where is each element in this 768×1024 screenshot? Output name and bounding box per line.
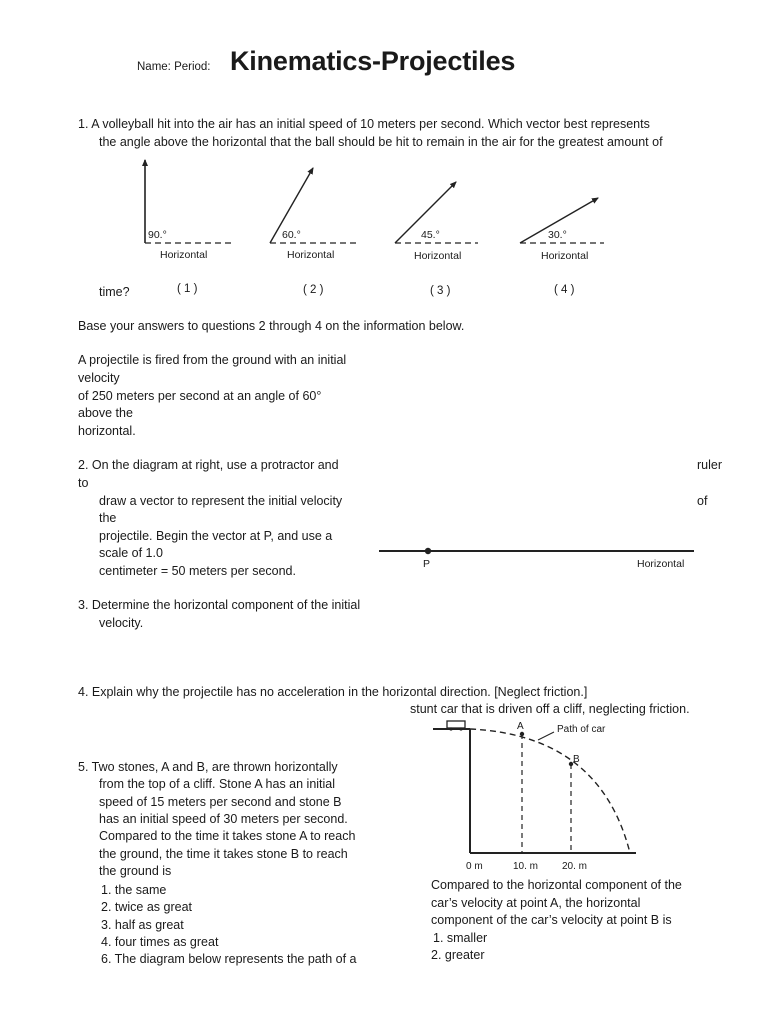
option-number-2: ( 2 ) [303, 284, 324, 296]
q2-of-word: of [697, 494, 708, 508]
q2-line3: projectile. Begin the vector at P, and use a [99, 529, 333, 543]
q1-time-text: time? [99, 285, 130, 299]
info-line-3: of 250 meters per second at an angle of 60° [78, 389, 322, 403]
tick-label-20m: 20. m [562, 861, 588, 872]
info-line-1: A projectile is fired from the ground with an initial [78, 353, 347, 367]
angle-label-60: 60.° [282, 229, 301, 241]
q6-choice-1: 1. smaller [433, 931, 488, 945]
horizontal-label-1: Horizontal [160, 249, 208, 261]
q2-ruler-word: ruler [697, 458, 723, 472]
info-line-4: above the [78, 406, 133, 420]
q3-line2: velocity. [99, 616, 144, 630]
q2-line5: centimeter = 50 meters per second. [99, 564, 296, 578]
intro-text: Base your answers to questions 2 through 4 on the information below. [78, 319, 465, 333]
q1-text-line2: the angle above the horizontal that the ball should be hit to remain in the air for the greatest amount of [99, 135, 663, 149]
point-p-label: P [423, 558, 431, 570]
tick-label-0m: 0 m [466, 861, 483, 872]
q5-line5: Compared to the time it takes stone A to reach [99, 829, 356, 843]
q5-line1: 5. Two stones, A and B, are thrown horizontally [78, 760, 338, 774]
q2-line4: scale of 1.0 [99, 546, 163, 560]
q5-line6: the ground, the time it takes stone B to reach [99, 847, 348, 861]
option-number-4: ( 4 ) [554, 284, 575, 296]
point-b-label: B [573, 754, 580, 765]
q2-to-word: to [78, 476, 89, 490]
q2-the-word: the [99, 511, 117, 525]
page-title: Kinematics-Projectiles [230, 46, 516, 76]
q5-choice-1: 1. the same [101, 883, 167, 897]
name-period-label: Name: Period: [137, 61, 211, 73]
q5-choice-4: 4. four times as great [101, 935, 219, 949]
q2-line2: draw a vector to represent the initial velocity [99, 494, 343, 508]
q6-line3: component of the car’s velocity at point B is [431, 913, 672, 927]
q5-choice-2: 2. twice as great [101, 900, 193, 914]
q5-line7: the ground is [99, 864, 172, 878]
horizontal-label-4: Horizontal [541, 250, 589, 262]
q6-choice-2: 2. greater [431, 948, 485, 962]
option-number-3: ( 3 ) [430, 285, 451, 297]
q1-text-line1: 1. A volleyball hit into the air has an initial speed of 10 meters per second. Which vector best represents [78, 117, 650, 131]
point-a-label: A [517, 721, 524, 732]
car-icon [447, 721, 465, 728]
q6-start-text: 6. The diagram below represents the path of a [101, 952, 357, 966]
q3-line1: 3. Determine the horizontal component of the initial [78, 598, 361, 612]
horizontal-label-2: Horizontal [287, 249, 335, 261]
q2-line1: 2. On the diagram at right, use a protractor and [78, 458, 339, 472]
q4-line2: stunt car that is driven off a cliff, neglecting friction. [410, 702, 690, 716]
path-label-leader [538, 732, 554, 740]
q5-line4: has an initial speed of 30 meters per second. [99, 812, 348, 826]
tick-label-10m: 10. m [513, 861, 539, 872]
q6-line2: car’s velocity at point A, the horizontal [431, 896, 641, 910]
info-line-2: velocity [78, 371, 120, 385]
q5-line3: speed of 15 meters per second and stone B [99, 795, 342, 809]
q6-line1: Compared to the horizontal component of the [431, 878, 682, 892]
info-line-5: horizontal. [78, 424, 136, 438]
path-of-car-label: Path of car [557, 724, 606, 735]
horizontal-axis-label: Horizontal [637, 558, 685, 570]
q5-choice-3: 3. half as great [101, 918, 184, 932]
car-path-curve [470, 729, 630, 853]
option-number-1: ( 1 ) [177, 283, 198, 295]
car-wheel-icon [449, 727, 452, 730]
angle-label-30: 30.° [548, 229, 567, 241]
car-wheel-icon [459, 727, 462, 730]
horizontal-label-3: Horizontal [414, 250, 462, 262]
angle-label-90: 90.° [148, 229, 167, 241]
q5-line2: from the top of a cliff. Stone A has an initial [99, 777, 336, 791]
angle-label-45: 45.° [421, 229, 440, 241]
q4-line1: 4. Explain why the projectile has no acceleration in the horizontal direction. [Neglect friction.] [78, 685, 588, 699]
